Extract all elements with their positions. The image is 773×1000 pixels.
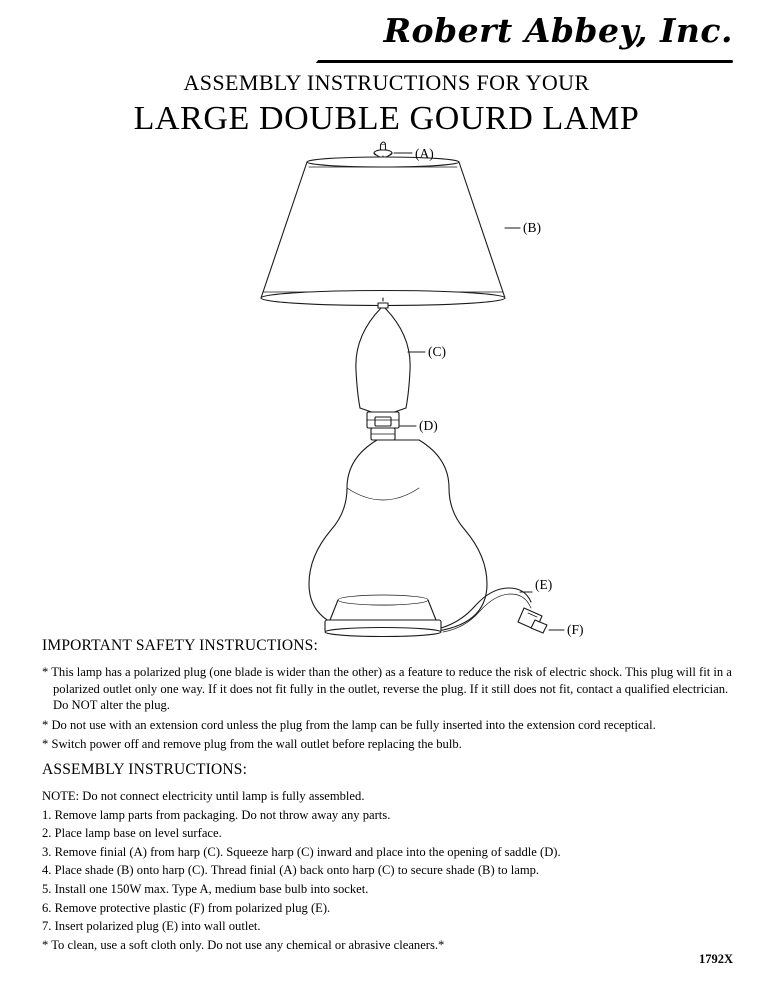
saddle-shape bbox=[367, 412, 399, 440]
cleaning-note: * To clean, use a soft cloth only. Do not use any chemical or abrasive cleaners.* bbox=[42, 938, 445, 952]
assembly-step: 5. Install one 150W max. Type A, medium base bulb into socket. bbox=[42, 882, 369, 897]
harp-shape bbox=[356, 298, 410, 416]
document-code: 1792X bbox=[698, 952, 733, 966]
lamp-illustration bbox=[0, 140, 773, 645]
brand-logo bbox=[313, 11, 733, 64]
lamp-diagram bbox=[0, 140, 773, 645]
assembly-step: 3. Remove finial (A) from harp (C). Squeeze harp (C) inward and place into the opening of saddle (D). bbox=[42, 844, 561, 859]
brand-name: Robert Abbey, Inc. bbox=[383, 11, 733, 50]
assembly-section bbox=[42, 761, 732, 937]
assembly-note: NOTE: Do not connect electricity until lamp is fully assembled. bbox=[42, 789, 365, 803]
finial-shape bbox=[374, 142, 392, 159]
callout-d: (D) bbox=[419, 418, 438, 433]
safety-item: * This lamp has a polarized plug (one blade is wider than the other) as a feature to reduce the risk of electric shock. This plug will fit in a polarized outlet only one way. If it does not fit fully in the outlet, reverse the plug. If it still does not fit, contact a qualified electrician. Do NOT alter the plug. bbox=[42, 665, 732, 713]
lamp-base-shape bbox=[325, 595, 441, 637]
shade-shape bbox=[261, 157, 505, 306]
callout-a: (A) bbox=[415, 146, 434, 161]
assembly-step: 2. Place lamp base on level surface. bbox=[42, 826, 222, 841]
safety-section bbox=[42, 637, 732, 756]
callout-e: (E) bbox=[535, 577, 553, 592]
safety-heading: IMPORTANT SAFETY INSTRUCTIONS: bbox=[42, 637, 318, 654]
assembly-step: 4. Place shade (B) onto harp (C). Thread finial (A) back onto harp (C) to secure shade (B) to lamp. bbox=[42, 863, 540, 878]
assembly-step: 1. Remove lamp parts from packaging. Do not throw away any parts. bbox=[42, 807, 391, 822]
safety-item: * Do not use with an extension cord unless the plug from the lamp can be fully inserted into the extension cord receptical. bbox=[42, 717, 656, 732]
assembly-step: 6. Remove protective plastic (F) from polarized plug (E). bbox=[42, 900, 331, 915]
callout-b: (B) bbox=[523, 220, 541, 235]
assembly-steps bbox=[42, 788, 732, 935]
safety-list bbox=[42, 664, 732, 753]
callout-f: (F) bbox=[567, 622, 584, 637]
safety-item: * Switch power off and remove plug from the wall outlet before replacing the bulb. bbox=[42, 737, 462, 752]
subtitle: ASSEMBLY INSTRUCTIONS FOR YOUR bbox=[183, 70, 590, 95]
callout-c: (C) bbox=[428, 344, 446, 359]
assembly-step: 7. Insert polarized plug (E) into wall outlet. bbox=[42, 919, 261, 934]
brand-underline-flourish bbox=[325, 60, 733, 63]
page-title: LARGE DOUBLE GOURD LAMP bbox=[133, 100, 640, 137]
assembly-heading: ASSEMBLY INSTRUCTIONS: bbox=[42, 761, 248, 778]
